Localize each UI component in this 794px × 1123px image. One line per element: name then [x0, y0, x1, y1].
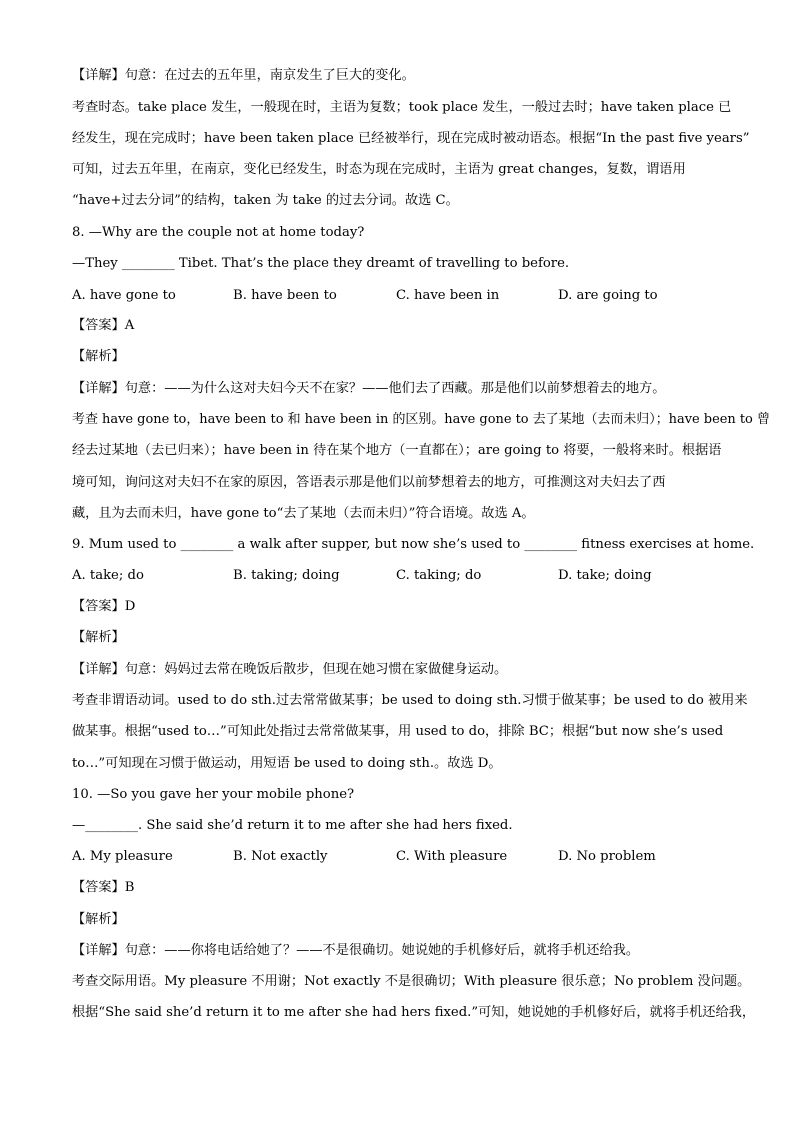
- q9-detail: 【详解】句意：妈妈过去常在晚饭后散步，但现在她习惯在家做健身运动。: [72, 662, 508, 677]
- q10-explanation-line-1: 考查交际用语。My pleasure 不用谢；Not exactly 不是很确切；With pleasure 很乐意；No problem 没问题。: [72, 974, 751, 989]
- q8-explanation-line-2: 经去过某地（去已归来）；have been in 待在某个地方（一直都在）；are going to 将要，一般将来时。根据语: [72, 443, 722, 458]
- q9-option-d: D. take; doing: [558, 568, 652, 583]
- q10-option-a: A. My pleasure: [72, 849, 173, 864]
- q9-answer: 【答案】D: [72, 599, 136, 614]
- q10-answer: 【答案】B: [72, 880, 135, 895]
- q8-stem-line-2: —They ________ Tibet. That’s the place they dreamt of travelling to before.: [72, 256, 570, 271]
- q10-analysis-heading: 【解析】: [72, 912, 125, 927]
- q9-explanation-line-3: to…”可知现在习惯于做运动，用短语 be used to doing sth.。故选 D。: [72, 756, 502, 771]
- q9-option-c: C. taking; do: [396, 568, 482, 583]
- q8-option-d: D. are going to: [558, 288, 658, 303]
- q8-stem-line-1: 8. —Why are the couple not at home today?: [72, 225, 365, 240]
- q8-answer: 【答案】A: [72, 318, 135, 333]
- q9-explanation-line-2: 做某事。根据“used to…”可知此处指过去常常做某事，用 used to do，排除 BC；根据“but now she’s used: [72, 724, 724, 739]
- q10-stem-line-1: 10. —So you gave her your mobile phone?: [72, 787, 355, 802]
- q9-option-a: A. take; do: [72, 568, 144, 583]
- q10-option-b: B. Not exactly: [233, 849, 328, 864]
- q9-option-b: B. taking; doing: [233, 568, 340, 583]
- q8-explanation-line-4: 藏，且为去而未归，have gone to“去了某地（去而未归）”符合语境。故选 A。: [72, 506, 535, 521]
- q8-explanation-line-3: 境可知，询问这对夫妇不在家的原因，答语表示那是他们以前梦想着去的地方，可推测这对夫妇去了西: [72, 475, 666, 490]
- q8-option-c: C. have been in: [396, 288, 500, 303]
- q8-explanation-line-1: 考查 have gone to，have been to 和 have been in 的区别。have gone to 去了某地（去而未归）；have been to 曾: [72, 412, 770, 427]
- q8-analysis-heading: 【解析】: [72, 349, 125, 364]
- q9-analysis-heading: 【解析】: [72, 630, 125, 645]
- q10-option-c: C. With pleasure: [396, 849, 508, 864]
- q8-option-a: A. have gone to: [72, 288, 176, 303]
- q9-stem: 9. Mum used to ________ a walk after supper, but now she’s used to ________ fitness exercises at home.: [72, 537, 755, 552]
- q8-option-b: B. have been to: [233, 288, 337, 303]
- q7-explanation-line-4: “have+过去分词”的结构，taken 为 take 的过去分词。故选 C。: [72, 193, 459, 208]
- q7-explanation-line-1: 考查时态。take place 发生，一般现在时，主语为复数；took place 发生，一般过去时；have taken place 已: [72, 100, 732, 115]
- q10-detail: 【详解】句意：——你将电话给她了？——不是很确切。她说她的手机修好后，就将手机还给我。: [72, 943, 640, 958]
- q7-explanation-line-3: 可知，过去五年里，在南京，变化已经发生，时态为现在完成时，主语为 great changes，复数，谓语用: [72, 162, 686, 177]
- q8-detail: 【详解】句意：——为什么这对夫妇今天不在家？——他们去了西藏。那是他们以前梦想着去的地方。: [72, 381, 666, 396]
- q7-explanation-line-2: 经发生，现在完成时；have been taken place 已经被举行，现在完成时被动语态。根据“In the past five years”: [72, 131, 750, 146]
- q9-explanation-line-1: 考查非谓语动词。used to do sth.过去常常做某事；be used to doing sth.习惯于做某事；be used to do 被用来: [72, 693, 748, 708]
- q10-explanation-line-2: 根据“She said she’d return it to me after she had hers fixed.”可知，她说她的手机修好后，就将手机还给我，: [72, 1005, 756, 1020]
- q10-option-d: D. No problem: [558, 849, 656, 864]
- q10-stem-line-2: —________. She said she’d return it to me after she had hers fixed.: [72, 818, 513, 833]
- q7-detail: 【详解】句意：在过去的五年里，南京发生了巨大的变化。: [72, 68, 415, 83]
